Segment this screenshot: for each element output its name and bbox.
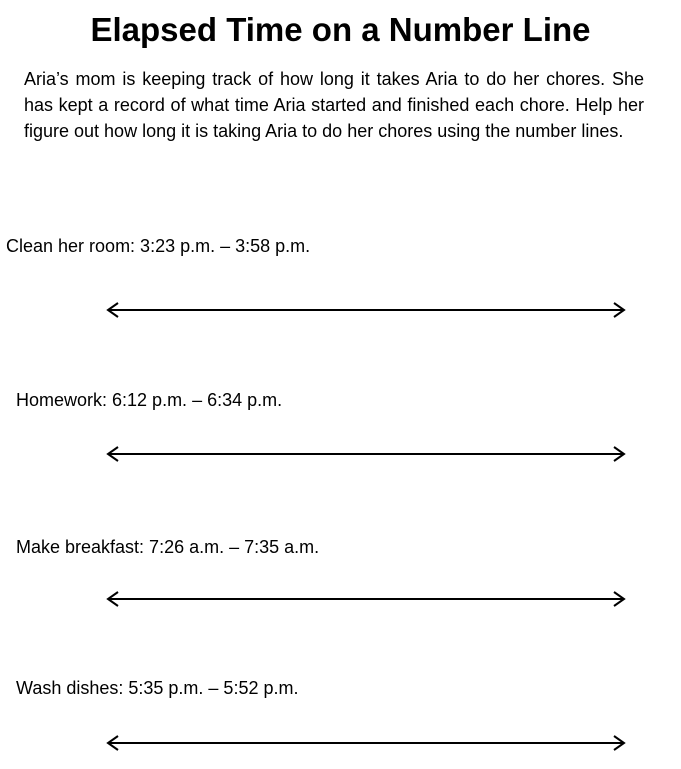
chore-label-clean-room: Clean her room: 3:23 p.m. – 3:58 p.m. bbox=[6, 236, 311, 256]
chore-label-homework: Homework: 6:12 p.m. – 6:34 p.m. bbox=[16, 390, 283, 410]
number-line-wash-dishes[interactable] bbox=[104, 733, 628, 753]
chore-label-make-breakfast: Make breakfast: 7:26 a.m. – 7:35 a.m. bbox=[16, 537, 320, 557]
page-title: Elapsed Time on a Number Line bbox=[90, 11, 591, 48]
number-line-clean-room[interactable] bbox=[104, 300, 628, 320]
chore-label-wash-dishes: Wash dishes: 5:35 p.m. – 5:52 p.m. bbox=[16, 678, 299, 698]
instructions-paragraph: Aria’s mom is keeping track of how long it takes Aria to do her chores. She has kept a record of what time Aria started and finished each chore. Help her figure out how long it is taking Aria to do her chores using the number lines. bbox=[24, 69, 644, 141]
number-line-make-breakfast[interactable] bbox=[104, 589, 628, 609]
number-line-homework[interactable] bbox=[104, 444, 628, 464]
